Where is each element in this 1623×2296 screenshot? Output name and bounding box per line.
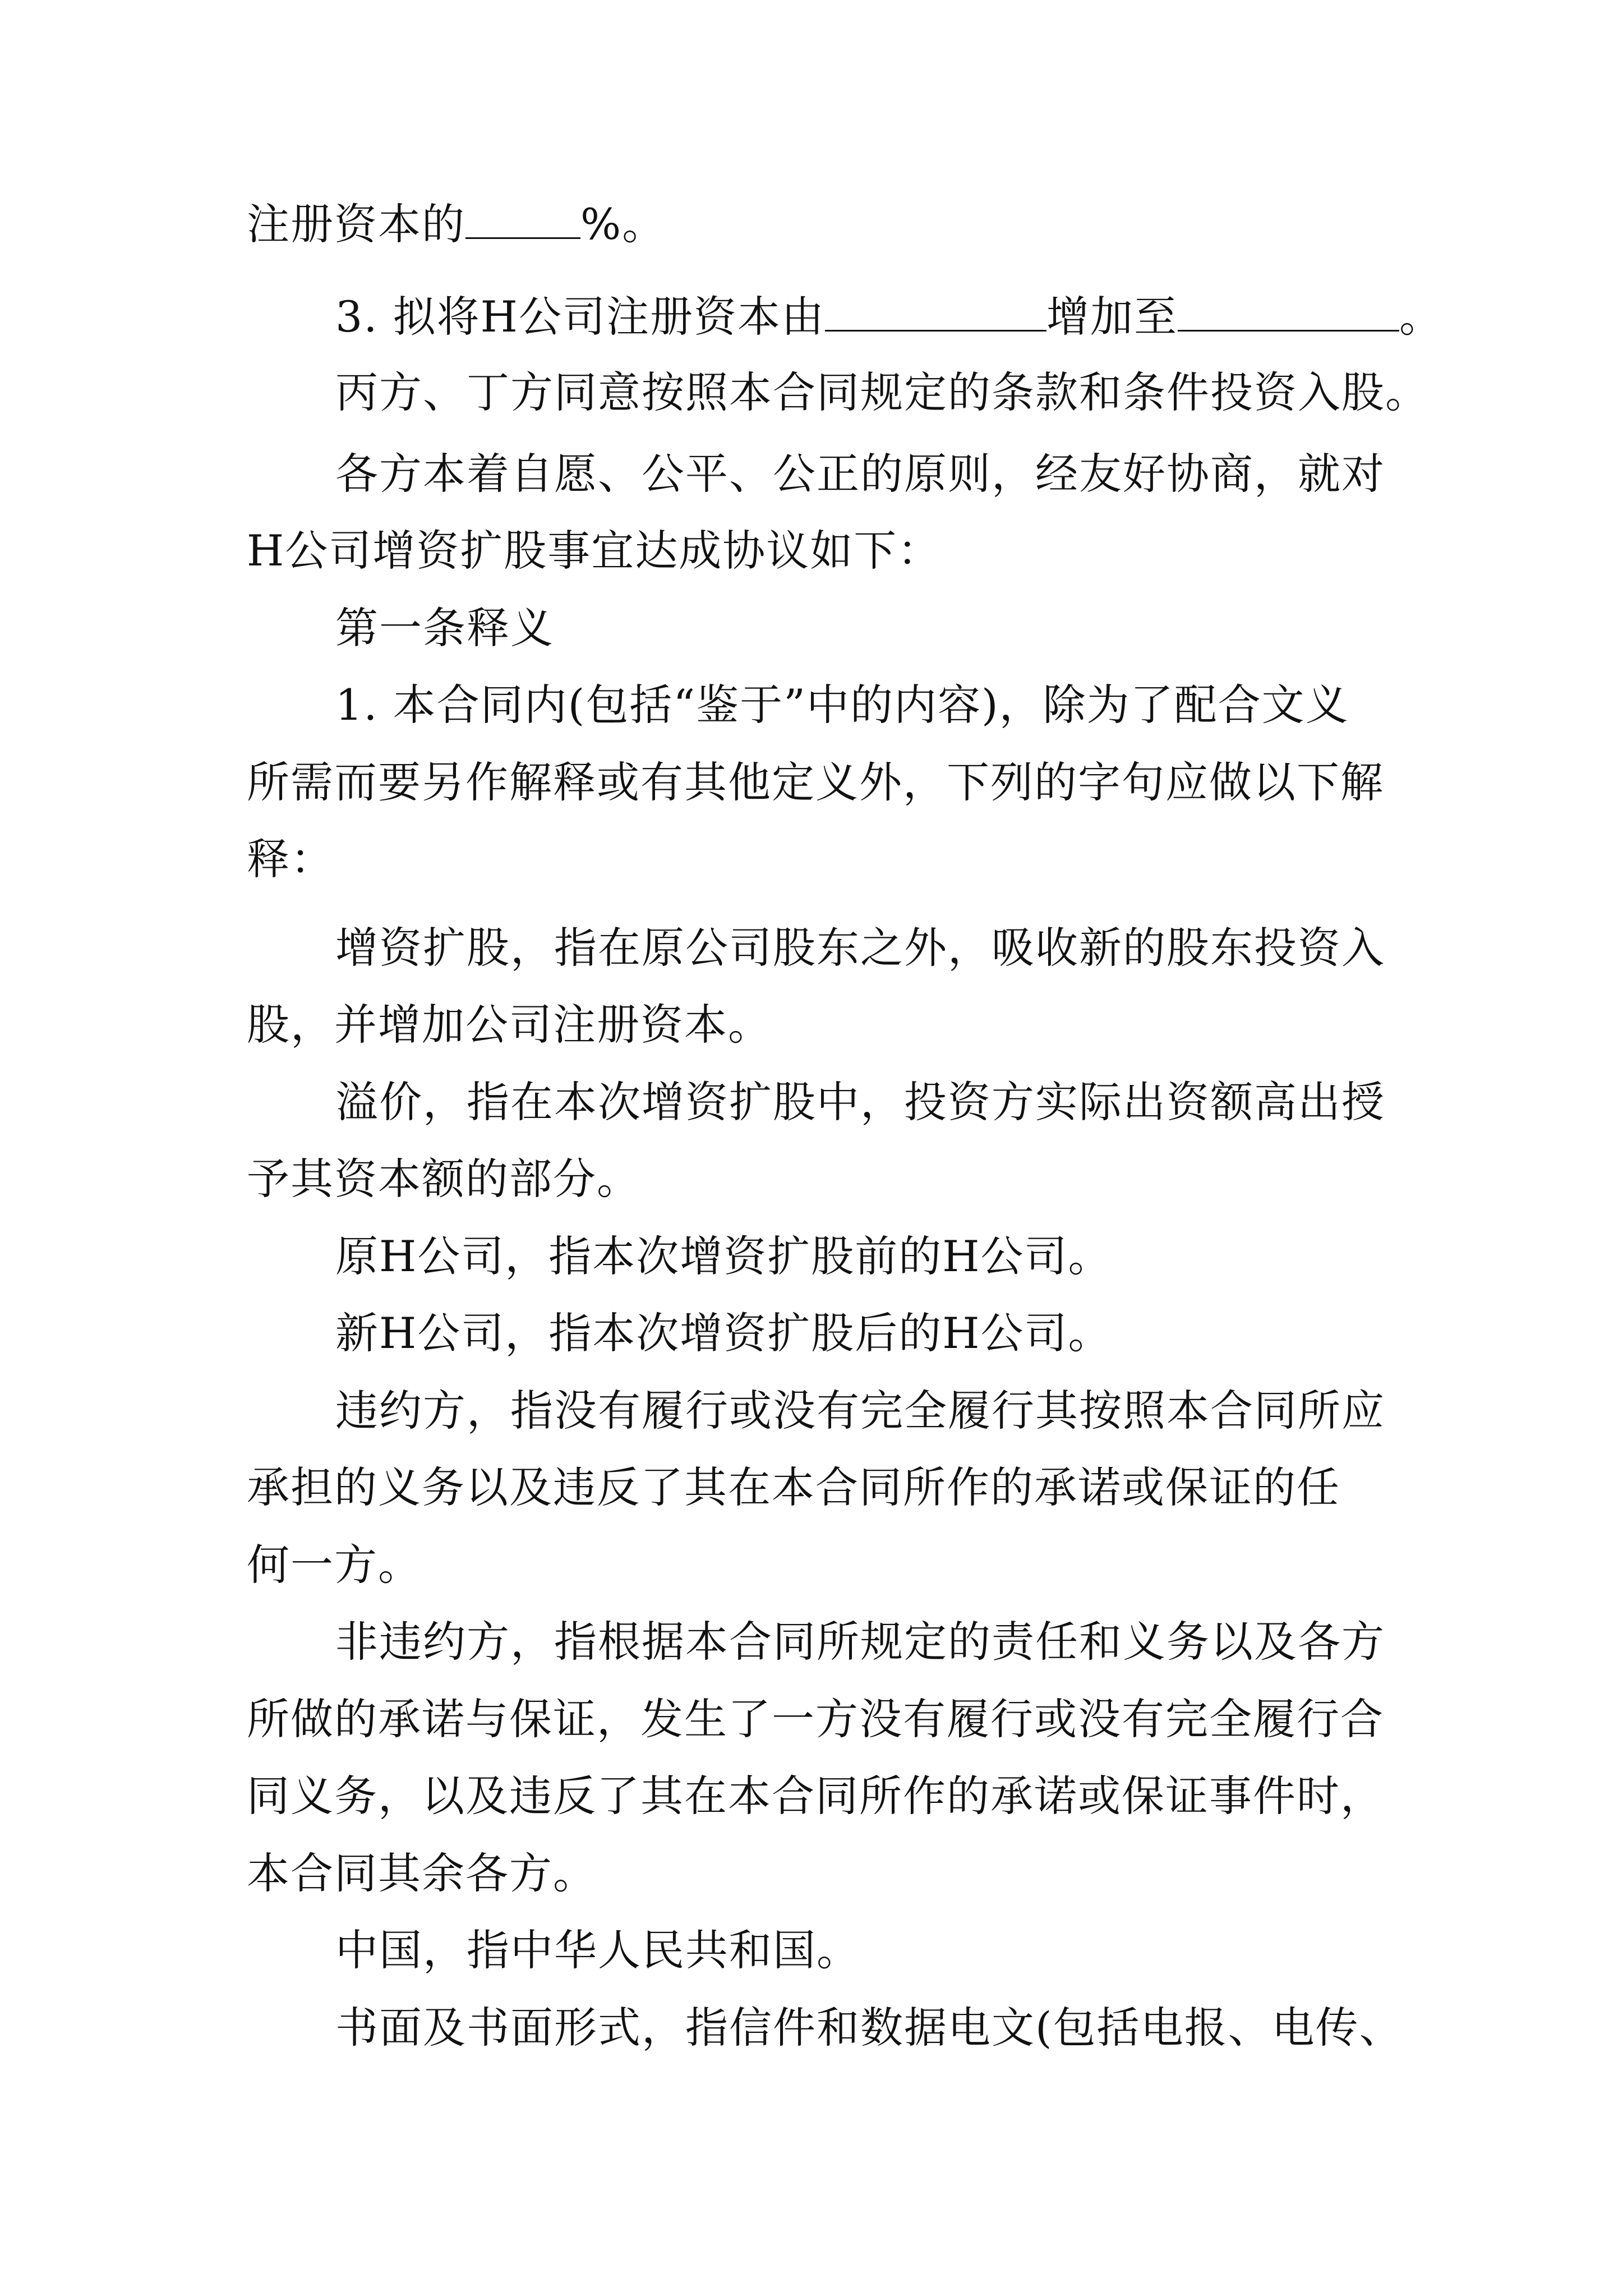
line-text: 增加至 bbox=[1046, 292, 1178, 342]
text-line-11: 股，并增加公司注册资本。 bbox=[247, 1000, 772, 1050]
text-line-17: 承担的义务以及违反了其在本合同所作的承诺或保证的任 bbox=[247, 1462, 1340, 1512]
blank-underline bbox=[1178, 295, 1399, 332]
text-line-16: 违约方，指没有履行或没有完全履行其按照本合同所应 bbox=[335, 1386, 1385, 1435]
line-text: 。 bbox=[1399, 292, 1443, 342]
text-line-22: 本合同其余各方。 bbox=[247, 1848, 597, 1898]
text-line-15: 新H公司，指本次增资扩股后的H公司。 bbox=[335, 1308, 1112, 1358]
text-line-5: H公司增资扩股事宜达成协议如下： bbox=[247, 526, 942, 576]
text-line-4: 各方本着自愿、公平、公正的原则，经友好协商，就对 bbox=[335, 449, 1385, 499]
text-line-1 bbox=[247, 196, 666, 252]
blank-underline bbox=[465, 203, 580, 239]
text-line-12: 溢价，指在本次增资扩股中，投资方实际出资额高出授 bbox=[335, 1077, 1385, 1127]
text-line-2 bbox=[335, 289, 1443, 345]
text-line-24: 书面及书面形式，指信件和数据电文(包括电报、电传、 bbox=[335, 2003, 1403, 2053]
text-line-8: 所需而要另作解释或有其他定义外，下列的字句应做以下解 bbox=[247, 757, 1384, 807]
text-line-18: 何一方。 bbox=[247, 1540, 422, 1590]
text-line-23: 中国，指中华人民共和国。 bbox=[335, 1925, 860, 1975]
text-line-3: 丙方、丁方同意按照本合同规定的条款和条件投资入股。 bbox=[335, 367, 1429, 417]
text-line-13: 予其资本额的部分。 bbox=[247, 1154, 640, 1204]
text-line-10: 增资扩股，指在原公司股东之外，吸收新的股东投资入 bbox=[335, 923, 1385, 973]
text-line-20: 所做的承诺与保证，发生了一方没有履行或没有完全履行合 bbox=[247, 1694, 1384, 1744]
blank-underline bbox=[825, 295, 1046, 332]
line-text: 注册资本的 bbox=[247, 199, 465, 249]
text-line-7: 1. 本合同内(包括“鉴于”中的内容)，除为了配合文义 bbox=[335, 680, 1349, 730]
text-line-14: 原H公司，指本次增资扩股前的H公司。 bbox=[335, 1231, 1112, 1281]
line-text: %。 bbox=[580, 199, 666, 249]
text-line-9: 释： bbox=[247, 834, 334, 884]
text-line-21: 同义务，以及违反了其在本合同所作的承诺或保证事件时， bbox=[247, 1771, 1384, 1821]
text-line-19: 非违约方，指根据本合同所规定的责任和义务以及各方 bbox=[335, 1617, 1385, 1667]
section-heading: 第一条释义 bbox=[335, 603, 554, 653]
line-text: 3. 拟将H公司注册资本由 bbox=[335, 292, 825, 342]
